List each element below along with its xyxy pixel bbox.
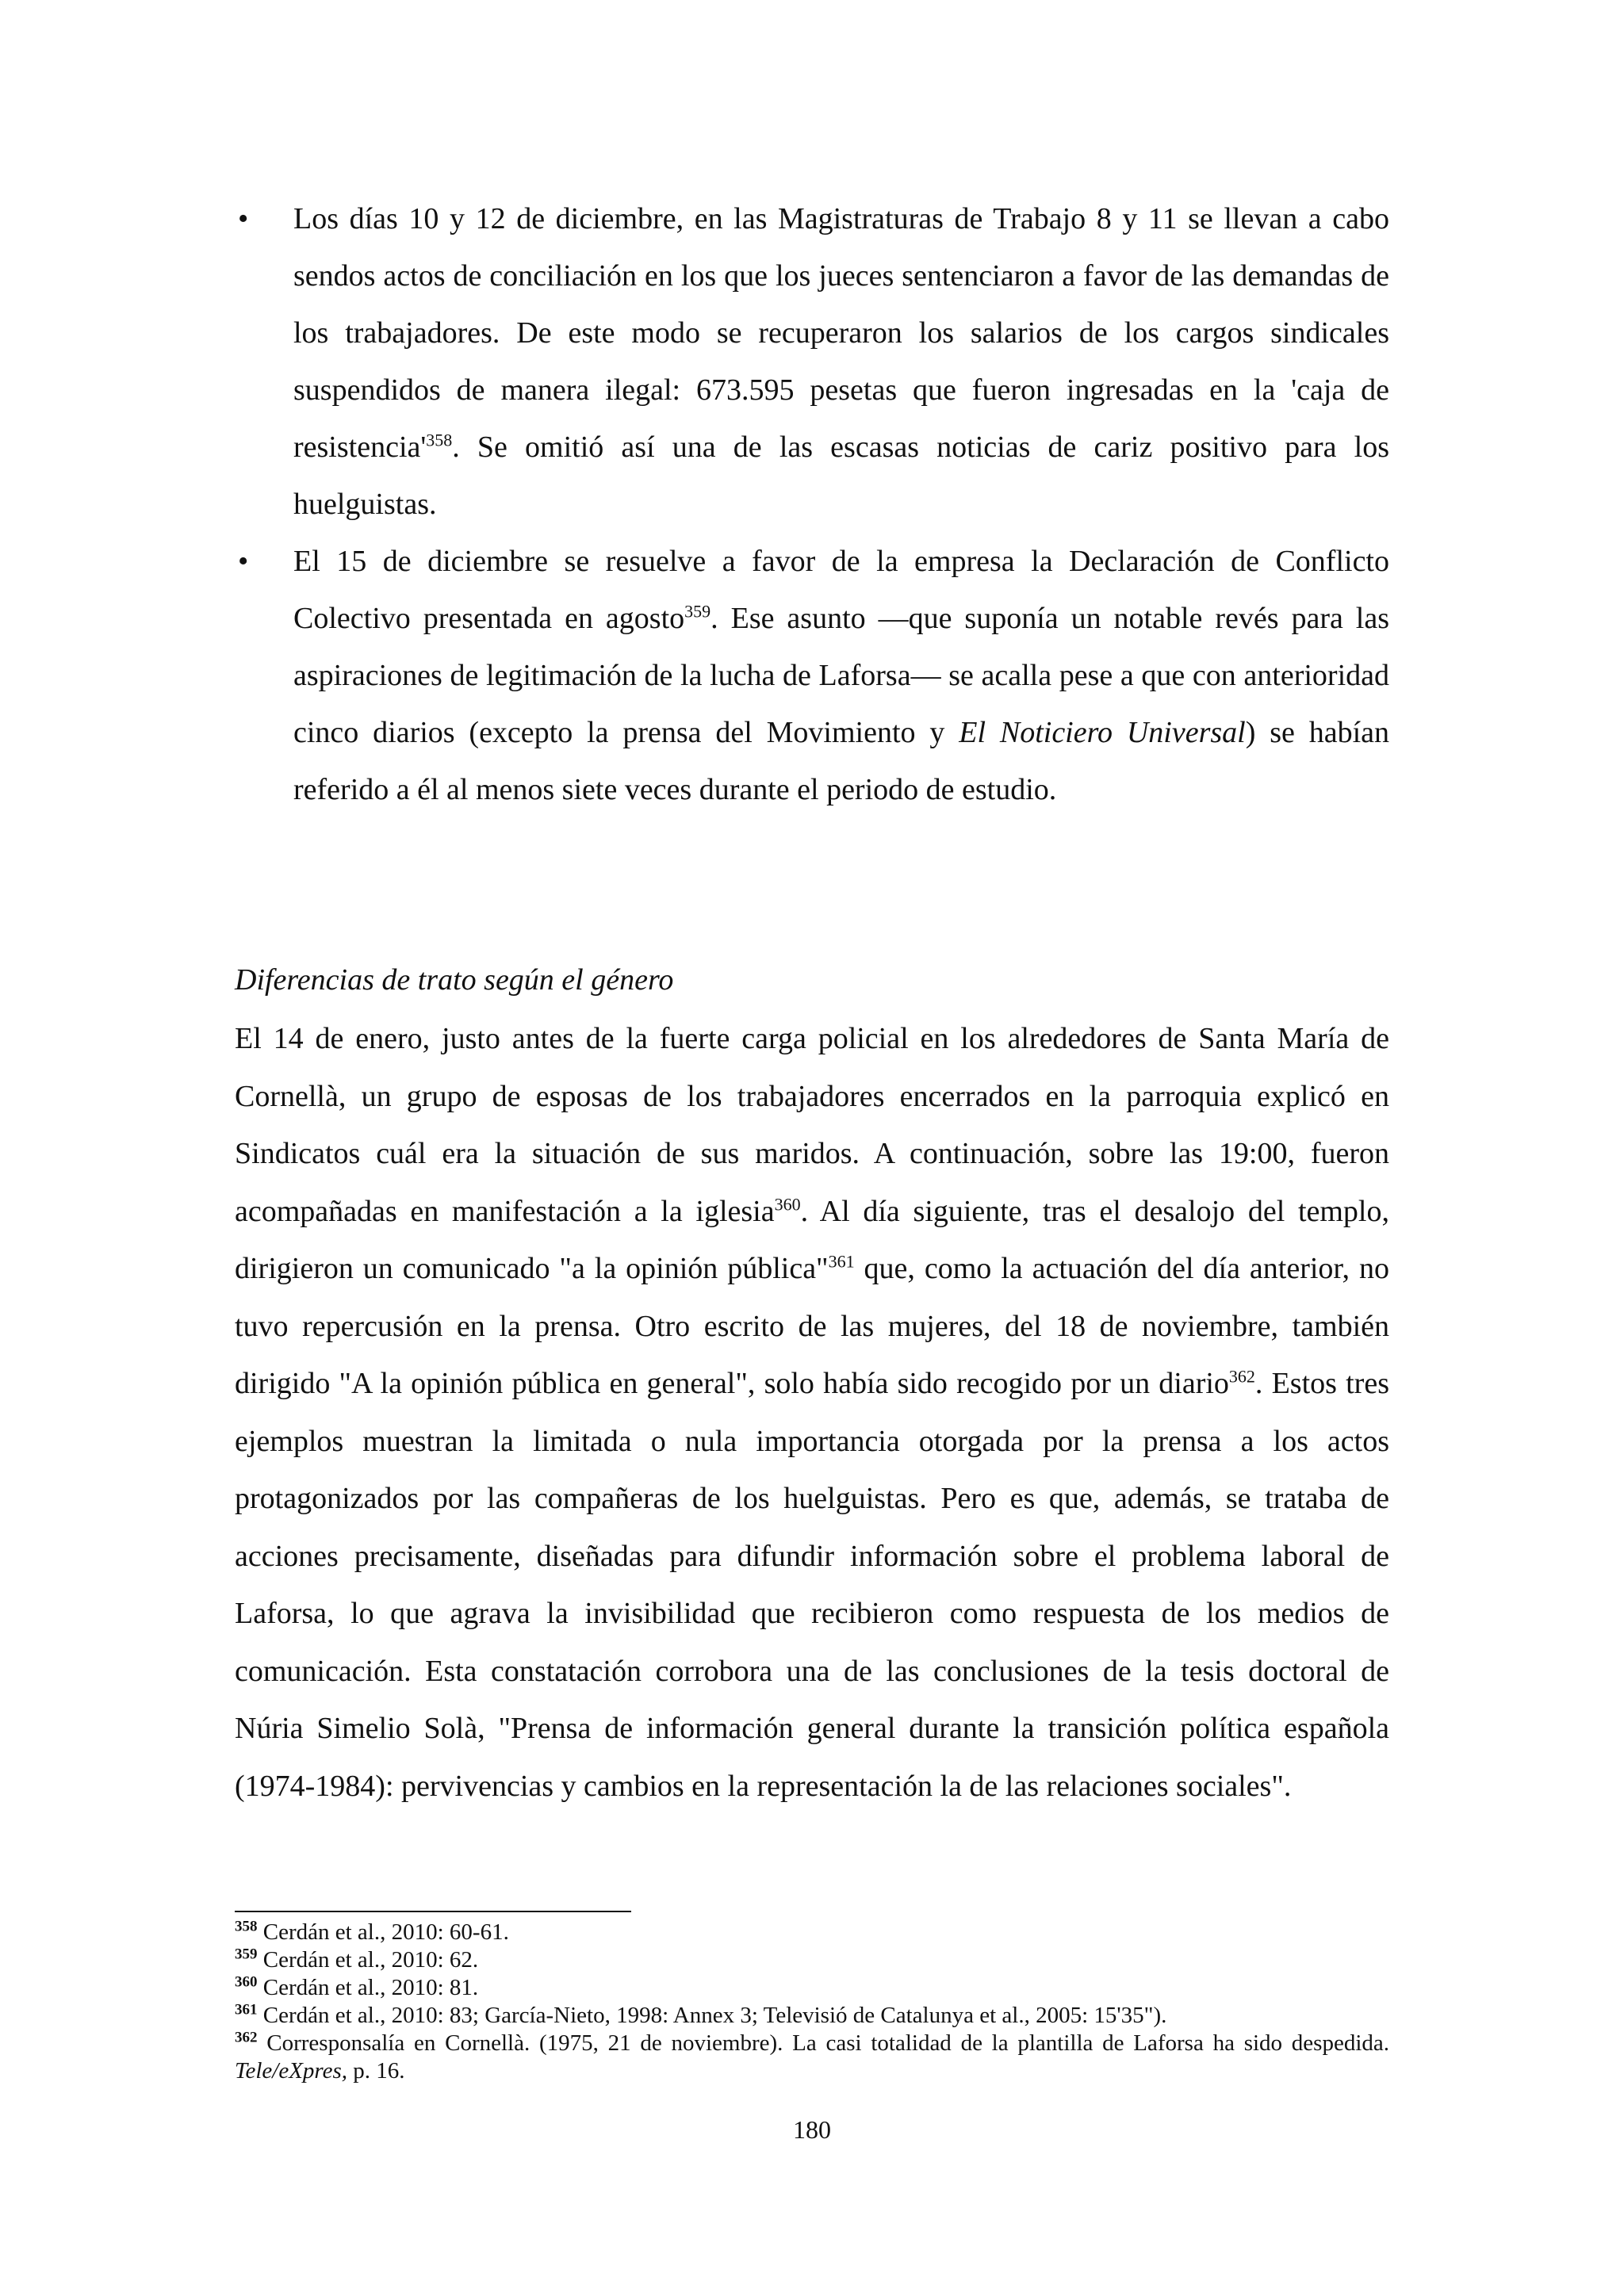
bullet-text: . Se omitió así una de las escasas noticias de cariz positivo para los huelguistas. <box>293 430 1389 521</box>
footnote-item <box>235 1919 1389 1946</box>
body-paragraph <box>235 1010 1389 1815</box>
footnote-number: 358 <box>235 1918 258 1935</box>
footnote-text: Cerdán et al., 2010: 83; García-Nieto, 1998: Annex 3; Televisió de Catalunya et al., 2005: 15'35"). <box>262 2003 1167 2028</box>
footnote-ref[interactable]: 359 <box>684 601 711 622</box>
bullet-item-2 <box>235 533 1389 818</box>
bullet-item-1 <box>235 190 1389 533</box>
footnote-text: Cerdán et al., 2010: 62. <box>262 1947 479 1973</box>
footnote-text: Cerdán et al., 2010: 81. <box>262 1975 479 2000</box>
bullet-text: El 15 de diciembre se resuelve a favor de la empresa la Declaración de Conflicto Colectivo presentada en agosto <box>293 545 1389 635</box>
footnote-italic: Tele/eXpres, <box>235 2058 348 2084</box>
footnote-ref[interactable]: 360 <box>774 1193 801 1214</box>
footnote-number: 360 <box>235 1973 258 1991</box>
page-number: 180 <box>793 2115 831 2144</box>
bullet-text: ) se habían referido a él al menos siete veces durante el periodo de estudio. <box>293 716 1389 806</box>
footnote-text: Corresponsalía en Cornellà. (1975, 21 de noviembre). La casi totalidad de la plantilla de Laforsa ha sido despedida. <box>266 2030 1390 2056</box>
footnote-ref[interactable]: 358 <box>426 430 453 450</box>
footnote-text: p. 16. <box>347 2058 405 2084</box>
footnote-number: 359 <box>235 1946 258 1963</box>
paragraph-text: El 14 de enero, justo antes de la fuerte carga policial en los alrededores de Santa María de Cornellà, un grupo de esposas de los trabajadores encerrados en la parroquia explicó en Sindicatos cuál era la situación de sus maridos. A continuación, sobre las 19:00, fueron acompañadas en manifestación a la iglesia <box>235 1022 1389 1228</box>
footnote-item <box>235 2030 1389 2085</box>
footnote-number: 361 <box>235 2001 258 2019</box>
bullet-text: Los días 10 y 12 de diciembre, en las Magistraturas de Trabajo 8 y 11 se llevan a cabo sendos actos de conciliación en los que los jueces sentenciaron a favor de las demandas de los trabajadores. De este modo se recuperaron los salarios de los cargos sindicales suspendidos de manera ilegal: 673.595 pesetas que fueron ingresadas en la 'caja de resistencia' <box>293 202 1389 464</box>
paragraph-text: que, como la actuación del día anterior, no tuvo repercusión en la prensa. Otro escrito de las mujeres, del 18 de noviembre, también dirigido "A la opinión pública en general", solo había sido recogido por un diario <box>235 1252 1389 1400</box>
bullet-text: . Ese asunto —que suponía un notable revés para las aspiraciones de legitimación de la lucha de Laforsa— se acalla pese a que con anterioridad cinco diarios (excepto la prensa del Movimiento y <box>293 602 1389 749</box>
footnote-number: 362 <box>235 2029 258 2046</box>
footnote-ref[interactable]: 361 <box>828 1251 855 1272</box>
footnote-list <box>235 1919 1389 2085</box>
footnote-ref[interactable]: 362 <box>1228 1366 1255 1387</box>
bullet-list <box>235 190 1389 818</box>
footnote-text: Cerdán et al., 2010: 60-61. <box>262 1919 509 1945</box>
bullet-icon: • <box>238 545 249 578</box>
bullet-icon: • <box>238 202 249 235</box>
footnote-item <box>235 1946 1389 1974</box>
footnote-divider <box>235 1911 631 1912</box>
footnote-item <box>235 1974 1389 2002</box>
paragraph-text: . Estos tres ejemplos muestran la limitada o nula importancia otorgada por la prensa a los actos protagonizados por las compañeras de los huelguistas. Pero es que, además, se trataba de acciones precisamente, diseñadas para difundir información sobre el problema laboral de Laforsa, lo que agrava la invisibilidad que recibieron como respuesta de los medios de comunicación. Esta constatación corrobora una de las conclusiones de la tesis doctoral de Núria Simelio Solà, "Prensa de información general durante la transición política española (1974-1984): pervivencias y cambios en la representación la de las relaciones sociales". <box>235 1367 1389 1803</box>
paragraph-text: . Al día siguiente, tras el desalojo del templo, dirigieron un comunicado "a la opinión pública" <box>235 1194 1389 1285</box>
italic-title: El Noticiero Universal <box>959 716 1246 749</box>
footnote-item <box>235 2002 1389 2030</box>
section-heading: Diferencias de trato según el género <box>235 963 674 997</box>
